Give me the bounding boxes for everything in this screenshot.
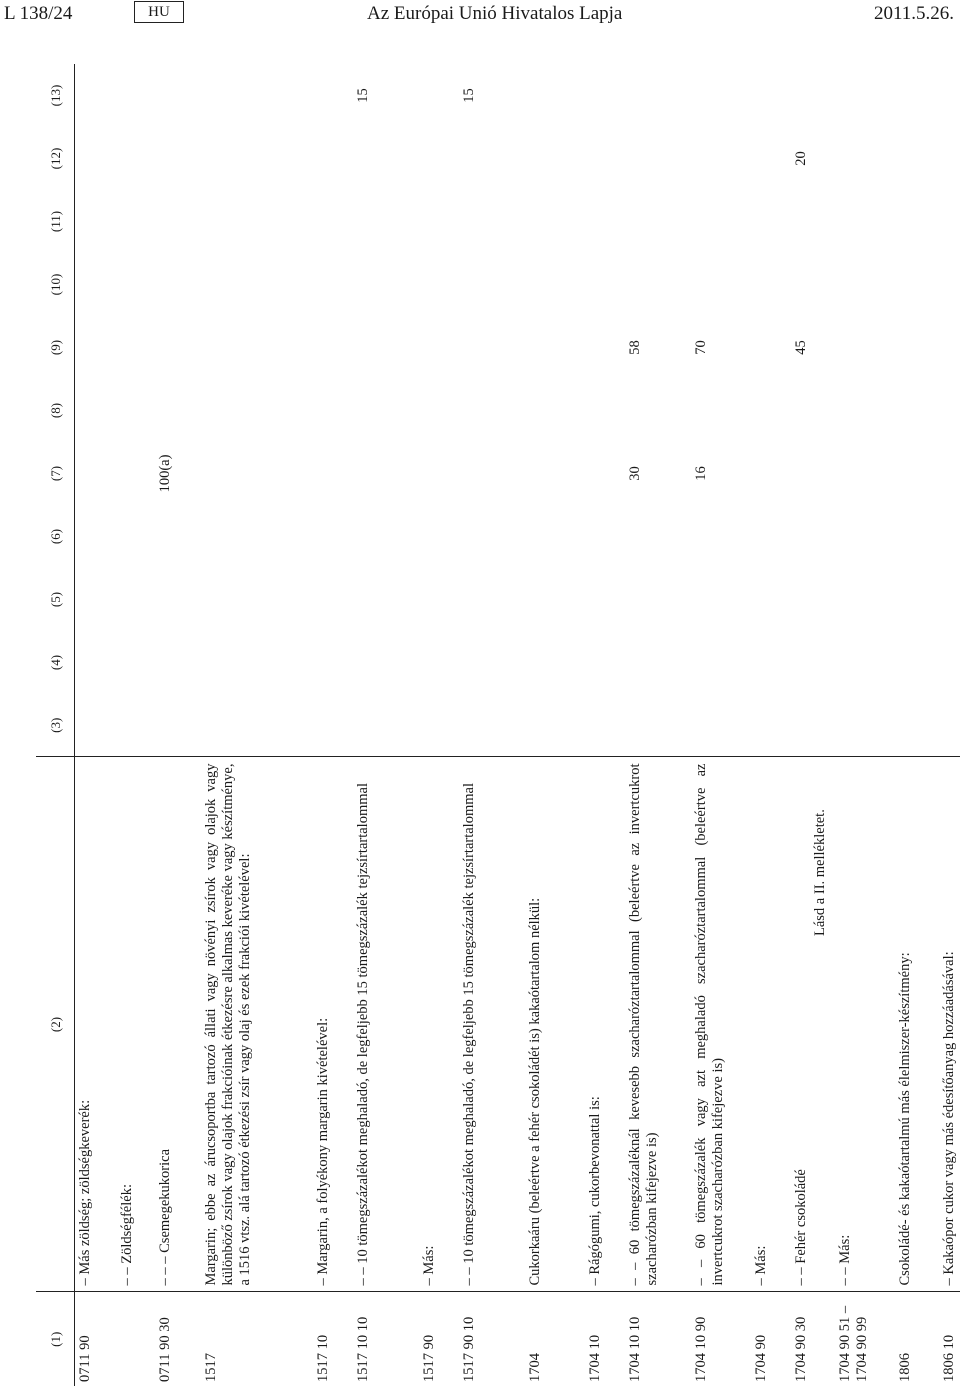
value-cell: [313, 127, 353, 190]
value-cell: [835, 253, 895, 316]
value-cell: [201, 694, 313, 757]
value-cell: [459, 127, 525, 190]
tariff-code: 1704 90 30: [791, 1292, 835, 1386]
value-cell: [201, 379, 313, 442]
value-cell: [525, 316, 585, 379]
column-header: (13): [36, 64, 75, 127]
value-cell: [117, 631, 155, 694]
column-header: (12): [36, 127, 75, 190]
value-cell: [353, 190, 419, 253]
value-cell: [791, 379, 835, 442]
value-cell: [691, 190, 751, 253]
value-cell: [117, 316, 155, 379]
value-cell: [835, 694, 895, 757]
value-cell: [625, 190, 691, 253]
value-cell: [419, 253, 459, 316]
value-cell: [835, 568, 895, 631]
value-cell: [585, 631, 625, 694]
value-cell: [201, 568, 313, 631]
value-cell: 15: [460, 88, 477, 103]
value-cell: [835, 316, 895, 379]
description: – Más:: [752, 1245, 769, 1286]
value-cell: [117, 568, 155, 631]
value-cell: [691, 568, 751, 631]
table-row: [895, 64, 939, 1386]
value-cell: [835, 505, 895, 568]
value-cell: [201, 127, 313, 190]
column-header: (5): [36, 568, 75, 631]
table-row: [75, 64, 117, 1386]
tariff-code: 1517: [201, 1292, 313, 1386]
value-cell: [419, 127, 459, 190]
value-cell: [939, 127, 960, 190]
description: – – 10 tömegszázalékot meghaladó, de legfeljebb 15 tömegszázalék tejzsírtartalommal: [354, 783, 371, 1286]
value-cell: [691, 694, 751, 757]
description: – Margarin, a folyékony margarin kivételével:: [314, 1017, 331, 1286]
description: – – – Csemegekukorica: [156, 1148, 173, 1286]
value-cell: [155, 505, 201, 568]
description: – – 60 tömegszázaléknál kevesebb szacharóztartalommal (beleértve az invertcukrot szacharózban kifejezve is): [626, 763, 660, 1286]
value-cell: [75, 442, 117, 505]
description: – Kakaópor cukor vagy más édesítőanyag hozzáadásával:: [940, 951, 957, 1286]
value-cell: [313, 316, 353, 379]
value-cell: [525, 64, 585, 127]
tariff-code: 1704 90 51 – 1704 90 99: [835, 1292, 895, 1386]
value-cell: [419, 190, 459, 253]
value-cell: [459, 694, 525, 757]
tariff-code: 0711 90: [75, 1292, 117, 1386]
value-cell: [895, 442, 939, 505]
tariff-code: 1704 10 90: [691, 1292, 751, 1386]
value-cell: [155, 694, 201, 757]
value-cell: [353, 694, 419, 757]
value-cell: [459, 253, 525, 316]
journal-title: Az Európai Unió Hivatalos Lapja: [367, 3, 623, 24]
tariff-code: 1806: [895, 1292, 939, 1386]
column-header: (3): [36, 694, 75, 757]
value-cell: [459, 505, 525, 568]
value-cell: [625, 631, 691, 694]
description: – Más:: [420, 1245, 437, 1286]
value-cell: [625, 253, 691, 316]
tariff-code: 1704 10: [585, 1292, 625, 1386]
value-cell: [117, 190, 155, 253]
value-cell: [625, 505, 691, 568]
value-cell: [751, 442, 791, 505]
value-cell: [525, 505, 585, 568]
table-row: [939, 64, 960, 1386]
description: – – Zöldségfélék:: [118, 1184, 135, 1286]
value-cell: [691, 379, 751, 442]
column-header: (9): [36, 316, 75, 379]
value-cell: [939, 253, 960, 316]
value-cell: [791, 505, 835, 568]
table-row: [117, 64, 155, 1386]
value-cell: [117, 442, 155, 505]
table-row: [585, 64, 625, 1386]
value-cell: [835, 190, 895, 253]
value-cell: [313, 64, 353, 127]
value-cell: [459, 568, 525, 631]
table-row: [525, 64, 585, 1386]
value-cell: [751, 64, 791, 127]
value-cell: [353, 253, 419, 316]
table-row: [155, 64, 201, 1386]
value-cell: [353, 505, 419, 568]
value-cell: [201, 190, 313, 253]
value-cell: [939, 505, 960, 568]
series-number: L 138/24: [4, 3, 73, 24]
value-cell: [75, 316, 117, 379]
table-header-row: [36, 64, 75, 1386]
value-cell: [751, 316, 791, 379]
value-cell: [525, 568, 585, 631]
value-cell: [419, 379, 459, 442]
value-cell: [585, 379, 625, 442]
table-row: [201, 64, 313, 1386]
value-cell: [419, 694, 459, 757]
value-cell: [353, 127, 419, 190]
value-cell: 20: [792, 151, 809, 166]
table-row: [313, 64, 353, 1386]
value-cell: [585, 190, 625, 253]
value-cell: [751, 379, 791, 442]
value-cell: 70: [692, 340, 709, 355]
table-row: [691, 64, 751, 1386]
value-cell: [313, 568, 353, 631]
value-cell: [751, 505, 791, 568]
value-cell: [75, 64, 117, 127]
value-cell: [835, 442, 895, 505]
value-cell: [791, 631, 835, 694]
value-cell: [895, 505, 939, 568]
value-cell: [117, 127, 155, 190]
value-cell: [895, 316, 939, 379]
value-cell: [353, 316, 419, 379]
description: Csokoládé- és kakaótartalmú más élelmiszer-készítmény:: [896, 952, 913, 1286]
value-cell: [419, 568, 459, 631]
tariff-code: 1517 90: [419, 1292, 459, 1386]
value-cell: [117, 379, 155, 442]
description: – – 60 tömegszázalék vagy azt meghaladó szacharóztartalommal (beleértve az invertcukrot szacharózban kifejezve is): [692, 763, 726, 1286]
table-row: [791, 64, 835, 1386]
value-cell: [459, 631, 525, 694]
value-cell: [419, 631, 459, 694]
value-cell: [525, 127, 585, 190]
description: – – 10 tömegszázalékot meghaladó, de legfeljebb 15 tömegszázalék tejzsírtartalommal: [460, 783, 477, 1286]
value-cell: [585, 253, 625, 316]
value-cell: 16: [692, 466, 709, 481]
value-cell: [313, 190, 353, 253]
value-cell: [625, 379, 691, 442]
value-cell: [751, 568, 791, 631]
column-header: (1): [36, 1292, 75, 1386]
value-cell: [313, 442, 353, 505]
value-cell: [895, 568, 939, 631]
value-cell: 100(a): [156, 454, 173, 493]
value-cell: [791, 694, 835, 757]
value-cell: [353, 379, 419, 442]
value-cell: [75, 568, 117, 631]
value-cell: [117, 253, 155, 316]
column-header: (4): [36, 631, 75, 694]
value-cell: [75, 253, 117, 316]
value-cell: [117, 694, 155, 757]
value-cell: [117, 64, 155, 127]
value-cell: [75, 505, 117, 568]
value-cell: [155, 64, 201, 127]
column-header: (2): [36, 757, 75, 1292]
value-cell: [201, 442, 313, 505]
value-cell: [625, 64, 691, 127]
table-row: [459, 64, 525, 1386]
value-cell: [419, 316, 459, 379]
value-cell: [691, 505, 751, 568]
description: Margarin; ebbe az árucsoportba tartozó állati vagy növényi zsírok vagy olajok vagy különböző zsírok vagy olajok frakcióinak étkezésre alkalmas keveréke vagy készítménye, a 1516 vtsz. alá tartozó étkezési zsír vagy olaj és ezek frakciói kivételével:: [202, 763, 253, 1286]
value-cell: [585, 64, 625, 127]
value-cell: [751, 190, 791, 253]
table-row: [751, 64, 791, 1386]
value-cell: [585, 442, 625, 505]
value-cell: [939, 316, 960, 379]
value-cell: [459, 316, 525, 379]
description: – – Más:: [836, 1234, 853, 1286]
value-cell: [939, 379, 960, 442]
value-cell: [939, 694, 960, 757]
tariff-code: 0711 90 30: [155, 1292, 201, 1386]
tariff-code: 1704 10 10: [625, 1292, 691, 1386]
rotated-table: [36, 64, 960, 1386]
value-cell: [525, 694, 585, 757]
value-cell: [155, 568, 201, 631]
value-cell: [525, 379, 585, 442]
value-cell: [791, 190, 835, 253]
value-cell: [691, 64, 751, 127]
value-cell: [585, 694, 625, 757]
value-cell: [155, 379, 201, 442]
column-header: (11): [36, 190, 75, 253]
value-cell: [313, 505, 353, 568]
value-cell: 30: [626, 466, 643, 481]
column-header: (10): [36, 253, 75, 316]
value-cell: [791, 442, 835, 505]
value-cell: [585, 568, 625, 631]
value-cell: [835, 379, 895, 442]
table-row: [419, 64, 459, 1386]
value-cell: [691, 253, 751, 316]
page-header: [0, 0, 960, 32]
tariff-table: [36, 64, 960, 1386]
value-cell: [939, 190, 960, 253]
value-cell: [585, 505, 625, 568]
value-cell: [75, 379, 117, 442]
value-cell: [939, 64, 960, 127]
value-cell: [895, 379, 939, 442]
value-cell: [525, 190, 585, 253]
value-cell: [625, 568, 691, 631]
description: Cukorkaáru (beleértve a fehér csokoládét is) kakaótartalom nélkül:: [526, 897, 543, 1286]
value-cell: [791, 253, 835, 316]
value-cell: [459, 190, 525, 253]
column-header: (6): [36, 505, 75, 568]
column-header: (8): [36, 379, 75, 442]
value-cell: [313, 631, 353, 694]
value-cell: [75, 127, 117, 190]
value-cell: [751, 631, 791, 694]
value-cell: [155, 316, 201, 379]
value-cell: [625, 127, 691, 190]
value-cell: [939, 442, 960, 505]
value-cell: [791, 64, 835, 127]
value-cell: [419, 442, 459, 505]
value-cell: [313, 379, 353, 442]
table-row: [625, 64, 691, 1386]
value-cell: [691, 127, 751, 190]
tariff-code: 1517 10: [313, 1292, 353, 1386]
value-cell: [155, 631, 201, 694]
value-cell: [835, 127, 895, 190]
table-row: [353, 64, 419, 1386]
value-cell: [525, 442, 585, 505]
value-cell: [525, 631, 585, 694]
language-badge: HU: [134, 1, 184, 23]
rotated-table-area: [36, 64, 960, 1386]
tariff-code: 1517 10 10: [353, 1292, 419, 1386]
value-cell: [895, 253, 939, 316]
publication-date: 2011.5.26.: [873, 3, 954, 24]
value-cell: [155, 190, 201, 253]
value-cell: [353, 442, 419, 505]
value-cell: [201, 64, 313, 127]
value-cell: [313, 253, 353, 316]
value-cell: [835, 64, 895, 127]
value-cell: [835, 631, 895, 694]
span-note: Lásd a II. mellékletet.: [812, 809, 828, 936]
value-cell: [691, 631, 751, 694]
value-cell: [791, 568, 835, 631]
value-cell: [155, 127, 201, 190]
description: – Rágógumi, cukorbevonattal is:: [586, 1096, 603, 1286]
value-cell: [419, 64, 459, 127]
value-cell: [353, 568, 419, 631]
value-cell: [75, 694, 117, 757]
value-cell: [939, 568, 960, 631]
value-cell: [895, 190, 939, 253]
value-cell: [459, 379, 525, 442]
value-cell: [751, 694, 791, 757]
value-cell: 58: [626, 340, 643, 355]
value-cell: [939, 631, 960, 694]
value-cell: [895, 64, 939, 127]
value-cell: [585, 127, 625, 190]
value-cell: [459, 442, 525, 505]
description: – Más zöldség; zöldségkeverék:: [77, 1099, 93, 1286]
value-cell: [895, 127, 939, 190]
value-cell: 45: [792, 340, 809, 355]
column-header: (7): [36, 442, 75, 505]
tariff-code: 1704: [525, 1292, 585, 1386]
value-cell: [201, 316, 313, 379]
value-cell: [585, 316, 625, 379]
value-cell: [525, 253, 585, 316]
value-cell: [201, 505, 313, 568]
tariff-code: 1806 10: [939, 1292, 960, 1386]
table-row: [835, 64, 895, 1386]
tariff-code: 1704 90: [751, 1292, 791, 1386]
value-cell: [895, 694, 939, 757]
value-cell: [155, 253, 201, 316]
value-cell: [75, 190, 117, 253]
value-cell: [313, 694, 353, 757]
value-cell: [75, 631, 117, 694]
description: – – Fehér csokoládé: [792, 1169, 809, 1286]
value-cell: [419, 505, 459, 568]
value-cell: [895, 631, 939, 694]
value-cell: [201, 631, 313, 694]
value-cell: [751, 253, 791, 316]
value-cell: [625, 694, 691, 757]
table-body: [75, 64, 960, 1386]
value-cell: [751, 127, 791, 190]
value-cell: 15: [354, 88, 371, 103]
value-cell: [353, 631, 419, 694]
value-cell: [117, 505, 155, 568]
tariff-code: 1517 90 10: [459, 1292, 525, 1386]
tariff-code: [117, 1292, 155, 1386]
value-cell: [201, 253, 313, 316]
